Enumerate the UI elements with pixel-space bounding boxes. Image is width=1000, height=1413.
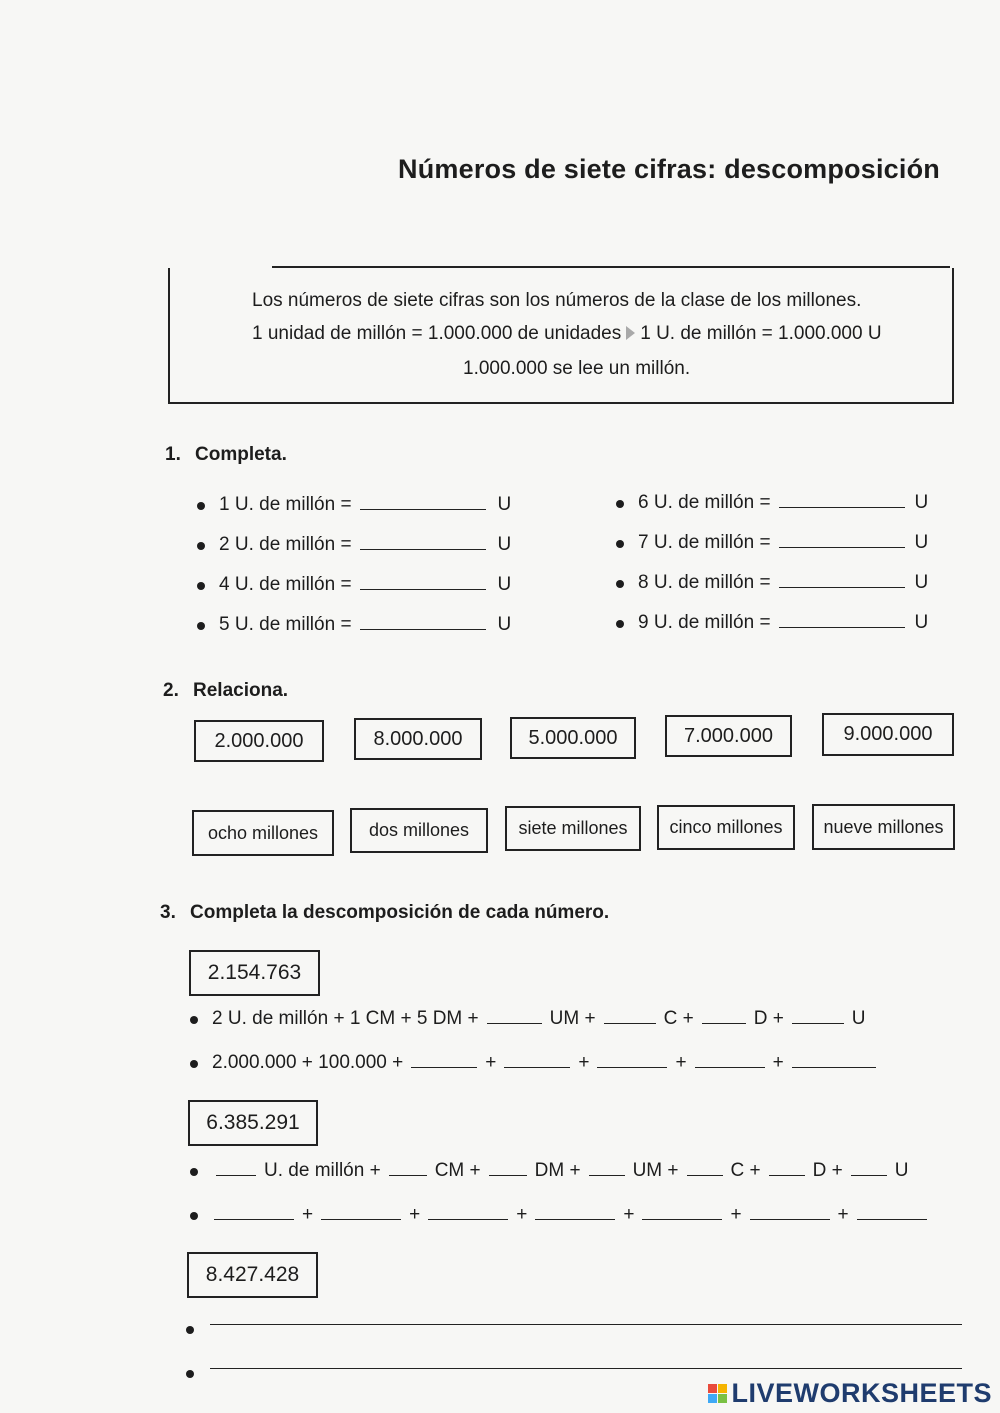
plus-sign: + [623,1204,635,1225]
bullet-icon [616,540,624,548]
plus-sign: + [302,1204,314,1225]
bullet-icon [616,500,624,508]
answer-blank[interactable] [389,1174,427,1176]
number-card[interactable]: 8.000.000 [354,718,482,760]
decomp-text: 2 U. de millón + 1 CM + 5 DM + [212,1008,479,1029]
word-card[interactable]: ocho millones [192,810,334,856]
answer-blank[interactable] [489,1174,527,1176]
ex1-item-8 [616,612,928,634]
bullet-icon [186,1370,194,1378]
info-line-3: 1.000.000 se lee un millón. [463,358,691,379]
exercise-1-label: Completa. [195,444,287,465]
plus-sign: + [516,1204,528,1225]
ex1-item-2 [197,534,511,556]
info-box-top-border [272,266,950,268]
answer-line[interactable] [210,1324,962,1325]
ex1-item-label: 6 U. de millón = [638,492,771,513]
word-card[interactable]: nueve millones [812,804,955,850]
arrow-right-icon [626,326,635,340]
answer-blank[interactable] [597,1066,667,1068]
ex1-item-unit: U [914,492,929,513]
answer-blank[interactable] [216,1174,256,1176]
bullet-icon [186,1326,194,1334]
decomposition-row-2b [190,1204,935,1226]
answer-blank[interactable] [750,1218,830,1220]
number-card[interactable]: 5.000.000 [510,717,636,759]
plus-sign: + [730,1204,742,1225]
decomposition-row-1a [190,1008,866,1030]
bullet-icon [190,1016,198,1024]
logo-square [718,1394,727,1403]
answer-blank[interactable] [695,1066,765,1068]
number-card[interactable]: 9.000.000 [822,713,954,756]
word-card[interactable]: cinco millones [657,805,795,850]
plus-sign: + [837,1204,849,1225]
exercise-3-label: Completa la descomposición de cada número. [190,902,610,923]
ex1-item-unit: U [497,494,512,515]
plus-sign: + [675,1052,687,1073]
bullet-icon [197,502,205,510]
answer-blank[interactable] [535,1218,615,1220]
bullet-icon [197,542,205,550]
answer-blank[interactable] [360,508,486,510]
answer-blank[interactable] [321,1218,401,1220]
liveworksheets-logo-icon [708,1384,727,1403]
answer-blank[interactable] [214,1218,294,1220]
info-line-2-part-a: 1 unidad de millón = 1.000.000 de unidades [252,323,622,344]
answer-blank[interactable] [411,1066,477,1068]
bullet-icon [197,622,205,630]
info-line-1: Los números de siete cifras son los números de la clase de los millones. [252,290,862,311]
answer-blank[interactable] [857,1218,927,1220]
ex1-item-3 [197,574,511,596]
decomp-text: U. de millón + [264,1160,381,1181]
ex1-item-unit: U [497,574,512,595]
number-card[interactable]: 7.000.000 [665,715,792,757]
answer-blank[interactable] [779,546,905,548]
bullet-icon [190,1060,198,1068]
number-box-2: 6.385.291 [188,1100,318,1146]
exercise-2-title [163,680,288,702]
exercise-2-number: 2. [163,680,179,701]
exercise-1-title [165,444,287,466]
bullet-icon [190,1168,198,1176]
answer-blank[interactable] [504,1066,570,1068]
plus-sign: + [409,1204,421,1225]
ex1-item-label: 1 U. de millón = [219,494,352,515]
answer-blank[interactable] [604,1022,656,1024]
ex1-item-label: 7 U. de millón = [638,532,771,553]
logo-square [708,1394,717,1403]
ex1-item-5 [616,492,928,514]
decomp-text: DM + [534,1160,581,1181]
bullet-icon [616,620,624,628]
decomp-text: C + [663,1008,694,1029]
ex1-item-4 [197,614,511,636]
logo-square [708,1384,717,1393]
bullet-icon [190,1212,198,1220]
decomp-text: 2.000.000 + 100.000 + [212,1052,404,1073]
decomp-text: CM + [434,1160,481,1181]
answer-line[interactable] [210,1368,962,1369]
ex1-item-unit: U [914,612,929,633]
decomp-text: D + [812,1160,843,1181]
exercise-3-number: 3. [160,902,176,923]
answer-blank[interactable] [851,1174,887,1176]
answer-blank[interactable] [779,626,905,628]
answer-blank[interactable] [487,1022,542,1024]
decomp-text: UM + [549,1008,596,1029]
exercise-2-label: Relaciona. [193,680,289,701]
answer-blank[interactable] [702,1022,746,1024]
bullet-icon [197,582,205,590]
decomp-text: U [851,1008,866,1029]
ex1-item-label: 4 U. de millón = [219,574,352,595]
ex1-item-label: 2 U. de millón = [219,534,352,555]
answer-blank[interactable] [642,1218,722,1220]
logo-square [718,1384,727,1393]
ex1-item-label: 8 U. de millón = [638,572,771,593]
decomp-text: C + [730,1160,761,1181]
decomp-text: UM + [632,1160,679,1181]
decomposition-row-1b [190,1052,884,1074]
ex1-item-6 [616,532,928,554]
decomp-text: D + [753,1008,784,1029]
ex1-item-unit: U [497,614,512,635]
number-card[interactable]: 2.000.000 [194,720,324,762]
answer-blank[interactable] [792,1022,844,1024]
number-box-1: 2.154.763 [189,950,320,996]
plus-sign: + [772,1052,784,1073]
word-card[interactable]: dos millones [350,808,488,853]
brand-text: LIVEWORKSHEETS [731,1378,992,1408]
exercise-1-number: 1. [165,444,181,465]
plus-sign: + [485,1052,497,1073]
answer-blank[interactable] [360,588,486,590]
answer-blank[interactable] [589,1174,625,1176]
page-title: Números de siete cifras: descomposición [398,154,940,184]
number-box-3: 8.427.428 [187,1252,318,1298]
bullet-icon [616,580,624,588]
ex1-item-label: 5 U. de millón = [219,614,352,635]
ex1-item-unit: U [914,532,929,553]
ex1-item-unit: U [497,534,512,555]
answer-blank[interactable] [779,586,905,588]
ex1-item-label: 9 U. de millón = [638,612,771,633]
ex1-item-1 [197,494,511,516]
liveworksheets-watermark [708,1378,992,1409]
plus-sign: + [578,1052,590,1073]
info-line-2 [252,323,882,345]
decomposition-row-2a [190,1160,908,1182]
answer-blank[interactable] [779,506,905,508]
answer-blank[interactable] [360,548,486,550]
answer-blank[interactable] [360,628,486,630]
answer-blank[interactable] [769,1174,805,1176]
exercise-3-title [160,902,609,924]
decomp-text: U [894,1160,909,1181]
answer-blank[interactable] [792,1066,876,1068]
answer-blank[interactable] [687,1174,723,1176]
ex1-item-7 [616,572,928,594]
ex1-item-unit: U [914,572,929,593]
answer-blank[interactable] [428,1218,508,1220]
word-card[interactable]: siete millones [505,806,641,851]
info-line-2-part-b: 1 U. de millón = 1.000.000 U [640,323,882,344]
